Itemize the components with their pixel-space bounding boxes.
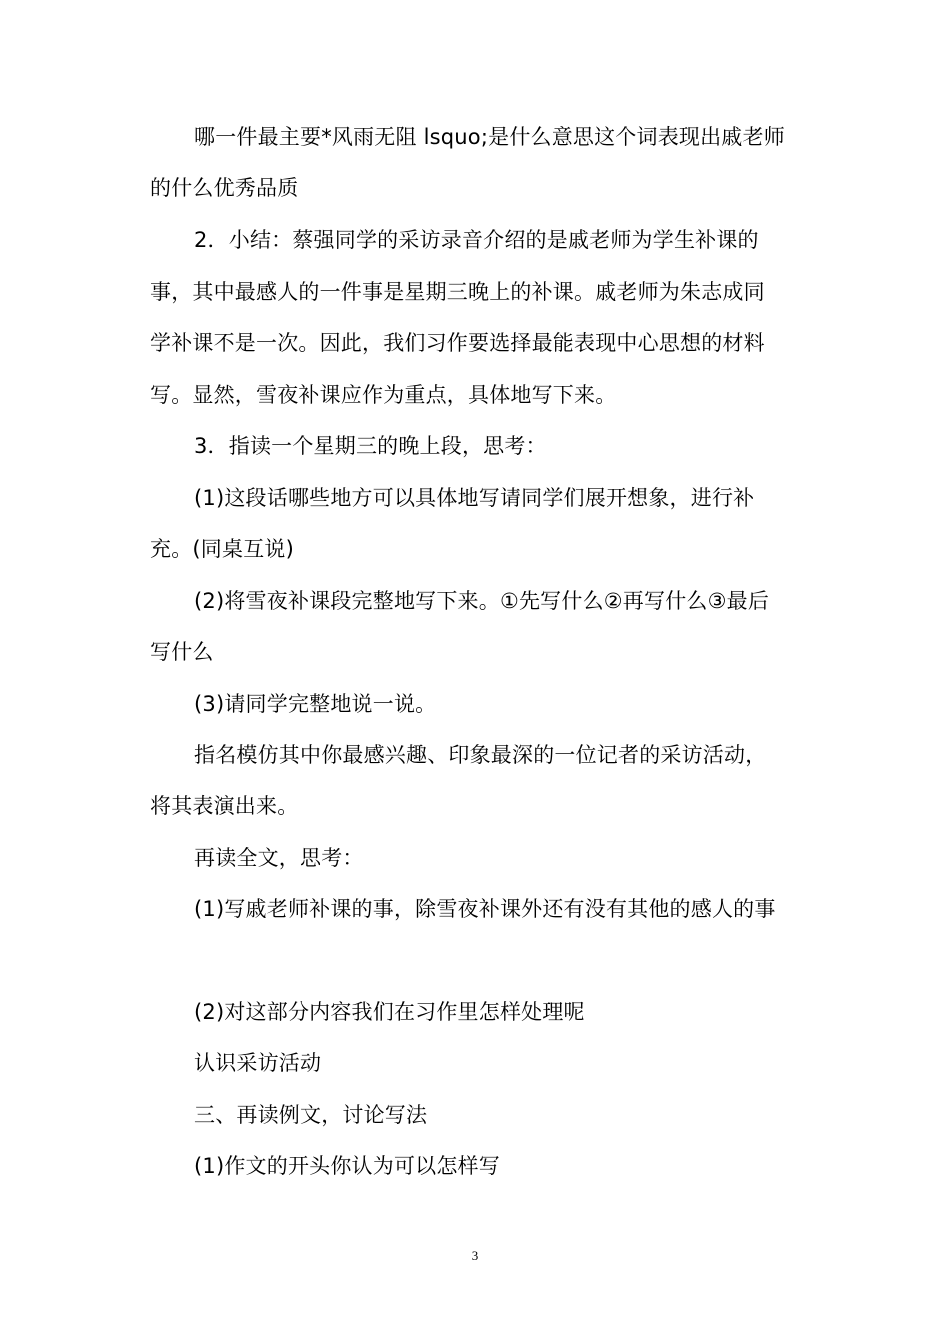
text-line: 2．小结：蔡强同学的采访录音介绍的是戚老师为学生补课的 bbox=[194, 228, 759, 252]
page-number: 3 bbox=[471, 1248, 479, 1263]
text-line: 三、再读例文，讨论写法 bbox=[194, 1103, 428, 1127]
text-line: 的什么优秀品质 bbox=[150, 176, 299, 200]
text-line: (1)作文的开头你认为可以怎样写 bbox=[194, 1154, 500, 1178]
text-line: (2)对这部分内容我们在习作里怎样处理呢 bbox=[194, 1000, 585, 1024]
text-line: 学补课不是一次。因此，我们习作要选择最能表现中心思想的材料 bbox=[150, 331, 765, 355]
text-line: 写。显然，雪夜补课应作为重点，具体地写下来。 bbox=[150, 383, 617, 407]
text-line: (1)这段话哪些地方可以具体地写请同学们展开想象，进行补 bbox=[194, 486, 755, 510]
text-line: 事，其中最感人的一件事是星期三晚上的补课。戚老师为朱志成同 bbox=[150, 280, 765, 304]
text-line: 哪一件最主要*风雨无阻 lsquo;是什么意思这个词表现出戚老师 bbox=[194, 125, 785, 149]
text-line: (1)写戚老师补课的事，除雪夜补课外还有没有其他的感人的事 bbox=[194, 897, 776, 921]
text-line: (3)请同学完整地说一说。 bbox=[194, 692, 437, 716]
text-line: 将其表演出来。 bbox=[150, 794, 299, 818]
text-line: 3．指读一个星期三的晚上段，思考： bbox=[194, 434, 547, 458]
text-line: (2)将雪夜补课段完整地写下来。①先写什么②再写什么③最后 bbox=[194, 589, 770, 613]
text-line: 写什么 bbox=[150, 640, 214, 664]
text-line: 充。(同桌互说) bbox=[150, 537, 294, 561]
text-line: 再读全文，思考： bbox=[194, 846, 364, 870]
text-line: 认识采访活动 bbox=[194, 1051, 322, 1075]
text-line: 指名模仿其中你最感兴趣、印象最深的一位记者的采访活动， bbox=[194, 743, 767, 767]
